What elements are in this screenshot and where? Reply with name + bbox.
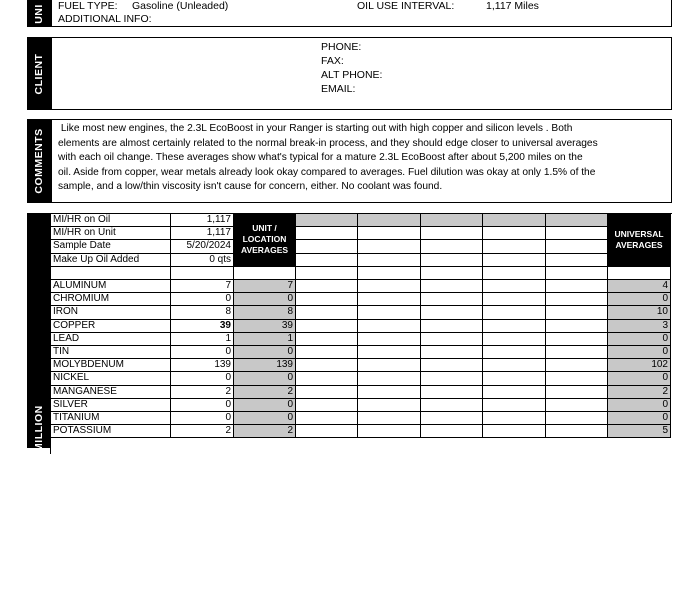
history-cell: [421, 333, 483, 346]
phone-label: PHONE:: [321, 41, 362, 53]
element-unit-average: 39: [234, 320, 296, 333]
element-name: MANGANESE: [51, 386, 171, 399]
history-cell: [546, 320, 608, 333]
history-cell: [296, 306, 358, 319]
history-header-cell: [483, 267, 546, 280]
client-section-tab: [27, 37, 51, 110]
history-cell: [421, 399, 483, 412]
unit-info-box: [51, 0, 672, 27]
element-name: CHROMIUM: [51, 293, 171, 306]
comment-line: oil. Aside from copper, wear metals already look okay compared to averages. Fuel dilution was okay at only 1.5% of the: [58, 166, 596, 178]
history-cell: [421, 372, 483, 385]
history-header-cell: [421, 214, 483, 227]
oil-interval-label: OIL USE INTERVAL:: [357, 0, 455, 12]
history-header-cell: [421, 240, 483, 253]
elements-section-tab: [27, 213, 51, 599]
element-name: ALUMINUM: [51, 280, 171, 293]
spacer-cell: [608, 267, 671, 280]
element-value: 8: [171, 306, 234, 319]
history-cell: [421, 346, 483, 359]
universal-averages-header: UNIVERSAL AVERAGES: [608, 214, 671, 267]
history-header-cell: [296, 214, 358, 227]
history-cell: [296, 280, 358, 293]
history-header-cell: [296, 227, 358, 240]
element-value: 0: [171, 399, 234, 412]
unit-tab-label: UNI: [33, 3, 45, 24]
email-label: EMAIL:: [321, 83, 356, 95]
info-row-value: 1,117: [171, 214, 234, 227]
element-universal-average: 102: [608, 359, 671, 372]
history-cell: [421, 293, 483, 306]
info-row-label: Sample Date: [51, 240, 171, 253]
history-cell: [546, 386, 608, 399]
additional-info-label: ADDITIONAL INFO:: [58, 13, 152, 25]
history-header-cell: [421, 254, 483, 267]
element-name: COPPER: [51, 320, 171, 333]
history-cell: [546, 412, 608, 425]
element-value: 2: [171, 386, 234, 399]
comments-tab-label: COMMENTS: [33, 128, 45, 194]
history-cell: [546, 333, 608, 346]
element-unit-average: 139: [234, 359, 296, 372]
element-name: IRON: [51, 306, 171, 319]
oil-interval-value: 1,117 Miles: [486, 0, 539, 12]
history-cell: [358, 306, 421, 319]
history-cell: [546, 359, 608, 372]
history-cell: [296, 425, 358, 438]
history-cell: [421, 280, 483, 293]
history-cell: [546, 293, 608, 306]
history-cell: [421, 359, 483, 372]
comments-text: [58, 122, 665, 195]
history-header-cell: [483, 240, 546, 253]
element-universal-average: 0: [608, 333, 671, 346]
history-cell: [358, 320, 421, 333]
element-unit-average: 0: [234, 372, 296, 385]
element-universal-average: 3: [608, 320, 671, 333]
history-cell: [358, 333, 421, 346]
history-cell: [296, 333, 358, 346]
history-cell: [358, 399, 421, 412]
element-value: 2: [171, 425, 234, 438]
element-value: 139: [171, 359, 234, 372]
history-header-cell: [483, 254, 546, 267]
elements-tab-label: ELEMENTS IN PARTS PER MILLION: [33, 405, 45, 599]
history-cell: [483, 333, 546, 346]
element-name: SILVER: [51, 399, 171, 412]
element-value: 0: [171, 412, 234, 425]
unit-section-tab: [27, 0, 51, 27]
element-value: 0: [171, 346, 234, 359]
info-row-value: 1,117: [171, 227, 234, 240]
comments-section-tab: [27, 119, 51, 203]
history-cell: [358, 280, 421, 293]
history-cell: [483, 359, 546, 372]
spacer-cell: [234, 267, 296, 280]
element-unit-average: 8: [234, 306, 296, 319]
element-name: MOLYBDENUM: [51, 359, 171, 372]
fax-label: FAX:: [321, 55, 344, 67]
history-header-cell: [546, 227, 608, 240]
history-header-cell: [546, 240, 608, 253]
history-header-cell: [358, 267, 421, 280]
element-unit-average: 7: [234, 280, 296, 293]
comment-line: Like most new engines, the 2.3L EcoBoost in your Ranger is starting out with high copper and silicon levels . Both: [58, 123, 573, 134]
history-header-cell: [421, 267, 483, 280]
history-cell: [358, 425, 421, 438]
client-tab-label: CLIENT: [33, 53, 45, 94]
element-unit-average: 1: [234, 333, 296, 346]
history-header-cell: [546, 214, 608, 227]
history-cell: [483, 293, 546, 306]
spacer-cell: [51, 267, 171, 280]
history-cell: [483, 412, 546, 425]
history-cell: [546, 346, 608, 359]
element-name: LEAD: [51, 333, 171, 346]
unit-location-header: UNIT / LOCATION AVERAGES: [234, 214, 296, 267]
history-cell: [546, 399, 608, 412]
history-cell: [483, 372, 546, 385]
comment-line: sample, and a low/thin viscosity isn't cause for concern, either. No coolant was found.: [58, 181, 443, 192]
element-universal-average: 10: [608, 306, 671, 319]
history-cell: [296, 293, 358, 306]
history-cell: [421, 306, 483, 319]
info-row-label: MI/HR on Oil: [51, 214, 171, 227]
history-cell: [296, 320, 358, 333]
element-universal-average: 4: [608, 280, 671, 293]
comments-box: [51, 119, 672, 203]
history-cell: [296, 346, 358, 359]
history-header-cell: [296, 254, 358, 267]
history-cell: [546, 372, 608, 385]
element-value: 0: [171, 372, 234, 385]
history-cell: [483, 306, 546, 319]
element-value: 7: [171, 280, 234, 293]
spacer-cell: [171, 267, 234, 280]
element-unit-average: 0: [234, 293, 296, 306]
history-cell: [546, 306, 608, 319]
element-universal-average: 0: [608, 346, 671, 359]
element-universal-average: 0: [608, 412, 671, 425]
history-cell: [421, 386, 483, 399]
element-unit-average: 2: [234, 386, 296, 399]
history-cell: [421, 425, 483, 438]
history-cell: [421, 320, 483, 333]
history-header-cell: [358, 214, 421, 227]
history-cell: [483, 346, 546, 359]
element-universal-average: 0: [608, 399, 671, 412]
history-cell: [358, 386, 421, 399]
element-value: 1: [171, 333, 234, 346]
alt-phone-label: ALT PHONE:: [321, 69, 383, 81]
element-universal-average: 0: [608, 372, 671, 385]
history-header-cell: [296, 240, 358, 253]
history-cell: [358, 346, 421, 359]
history-cell: [546, 280, 608, 293]
element-universal-average: 2: [608, 386, 671, 399]
comment-line: with each oil change. These averages show what's typical for a mature 2.3L EcoBoost after about 5,200 miles on the: [58, 152, 583, 163]
info-row-label: Make Up Oil Added: [51, 254, 171, 267]
history-header-cell: [296, 267, 358, 280]
history-cell: [483, 399, 546, 412]
history-cell: [296, 372, 358, 385]
history-cell: [296, 399, 358, 412]
history-cell: [296, 359, 358, 372]
element-name: POTASSIUM: [51, 425, 171, 438]
history-header-cell: [358, 227, 421, 240]
element-universal-average: 5: [608, 425, 671, 438]
comment-line: elements are almost certainly related to the normal break-in process, and they should edge closer to universal averages: [58, 137, 598, 149]
fuel-type-value: Gasoline (Unleaded): [132, 0, 229, 12]
element-unit-average: 2: [234, 425, 296, 438]
client-info-box: [51, 37, 672, 110]
element-unit-average: 0: [234, 346, 296, 359]
history-cell: [296, 386, 358, 399]
history-cell: [483, 280, 546, 293]
history-header-cell: [358, 240, 421, 253]
fuel-type-label: FUEL TYPE:: [58, 0, 118, 12]
info-row-value: 0 qts: [171, 254, 234, 267]
element-value: 39: [171, 320, 234, 333]
history-header-cell: [546, 254, 608, 267]
history-header-cell: [483, 227, 546, 240]
history-cell: [421, 412, 483, 425]
history-cell: [358, 293, 421, 306]
element-value: 0: [171, 293, 234, 306]
history-cell: [483, 320, 546, 333]
info-row-label: MI/HR on Unit: [51, 227, 171, 240]
history-cell: [483, 386, 546, 399]
history-cell: [358, 372, 421, 385]
history-cell: [483, 425, 546, 438]
element-unit-average: 0: [234, 399, 296, 412]
history-header-cell: [546, 267, 608, 280]
elements-table: [51, 213, 672, 448]
info-row-value: 5/20/2024: [171, 240, 234, 253]
element-name: TITANIUM: [51, 412, 171, 425]
element-unit-average: 0: [234, 412, 296, 425]
element-name: NICKEL: [51, 372, 171, 385]
element-universal-average: 0: [608, 293, 671, 306]
history-header-cell: [483, 214, 546, 227]
history-header-cell: [421, 227, 483, 240]
element-name: TIN: [51, 346, 171, 359]
history-cell: [358, 412, 421, 425]
history-cell: [296, 412, 358, 425]
history-header-cell: [358, 254, 421, 267]
history-cell: [358, 359, 421, 372]
history-cell: [546, 425, 608, 438]
